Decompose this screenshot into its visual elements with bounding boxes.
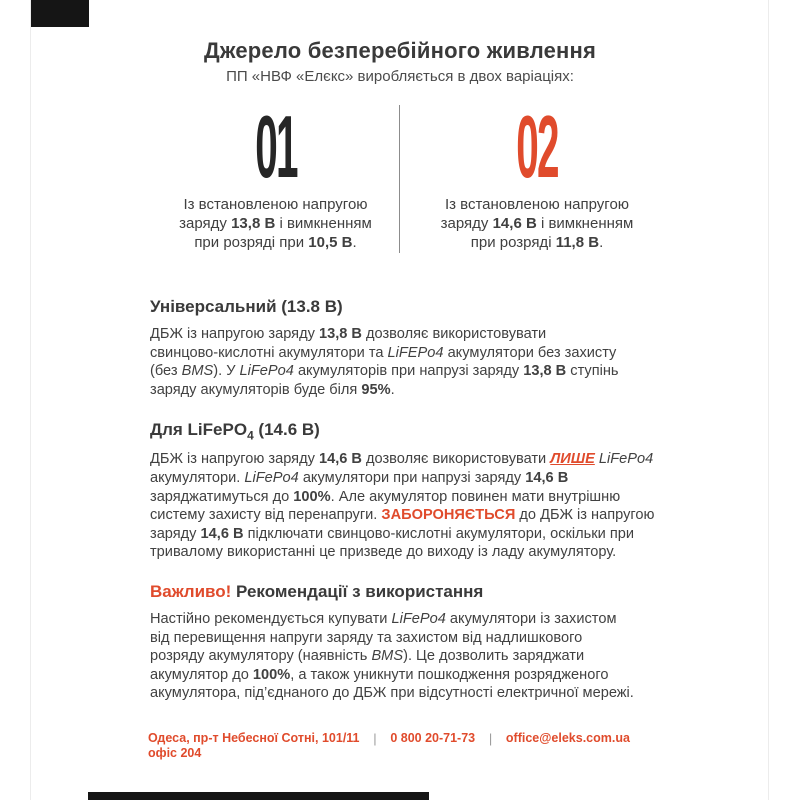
bottom-bleed-bar	[88, 792, 429, 800]
footer-phone: 0 800 20-71-73	[390, 731, 476, 745]
top-bleed-bar	[31, 0, 89, 27]
footer-separator: |	[488, 731, 493, 746]
variant-02	[412, 97, 662, 252]
section-lifepo4-heading: Для LiFePO$_4$ (14.6 В)	[150, 420, 320, 443]
footer-address-line2: офіс 204	[148, 746, 202, 760]
section-important	[150, 582, 690, 703]
header	[0, 38, 800, 85]
section-lifepo4	[150, 420, 690, 562]
section-important-text: Настійно рекомендується купувати LiFePo4 акумулятори із захистом від перевищення напруги заряду та захистом від надлишкового розряду акумулятору (наявність BMS). Це дозволить заряджати акумулятор до 100%, а також уникнути пошкодження розрядженого акумулятора, під’єднаного до ДБЖ при відсутності електричної мережі.	[150, 611, 634, 702]
variant-02-description: Із встановленою напругою заряду 14,6 В і вимкненням при розряді 11,8 В.	[440, 196, 634, 251]
variant-01-number: 01	[254, 97, 297, 196]
variant-02-number: 02	[516, 97, 558, 196]
variant-01	[152, 97, 399, 252]
page-title: Джерело безперебійного живлення	[203, 38, 597, 63]
footer-address	[148, 731, 360, 761]
footer-separator: |	[373, 731, 377, 746]
footer	[148, 731, 630, 761]
section-universal-text: ДБЖ із напругою заряду 13,8 В дозволяє використовувати свинцово-кислотні акумулятори та LiFEPo4 акумулятори без захисту (без BMS). У LiFePo4 акумуляторів при напрузі заряду 13,8 В ступінь заряду акумуляторів буде біля 95%.	[150, 326, 619, 398]
variant-01-description: Із встановленою напругою заряду 13,8 В і вимкненням при розряді при 10,5 В.	[179, 196, 372, 251]
section-lifepo4-text: ДБЖ із напругою заряду 14,6 В дозволяє використовувати ЛИШЕ LiFePo4 акумулятори. LiFePo4 акумулятори при напрузі заряду 14,6 В заряджатимуться до 100%. Але акумулятор повинен мати внутрішню систему захисту від перенапруги. ЗАБОРОНЯЄТЬСЯ до ДБЖ із напругою заряду 14,6 В підключати свинцово-кислотні акумулятори, оскільки при тривалому використанні це призведе до виходу із ладу акумулятору.	[150, 451, 655, 561]
column-divider	[399, 105, 400, 253]
page-subtitle: ПП «НВФ «Елєкс» виробляється в двох варіаціях:	[226, 68, 574, 85]
variants-row	[152, 97, 662, 253]
section-universal	[150, 297, 690, 399]
page-edge-left	[30, 0, 31, 800]
footer-email: office@eleks.com.ua	[505, 731, 630, 745]
section-universal-heading: Універсальний (13.8 В)	[150, 297, 343, 316]
page-edge-right	[768, 0, 769, 800]
footer-address-line1: Одеса, пр-т Небесної Сотні, 101/11	[148, 731, 360, 745]
section-important-heading: Важливо! Рекомендації з використання	[150, 582, 484, 601]
